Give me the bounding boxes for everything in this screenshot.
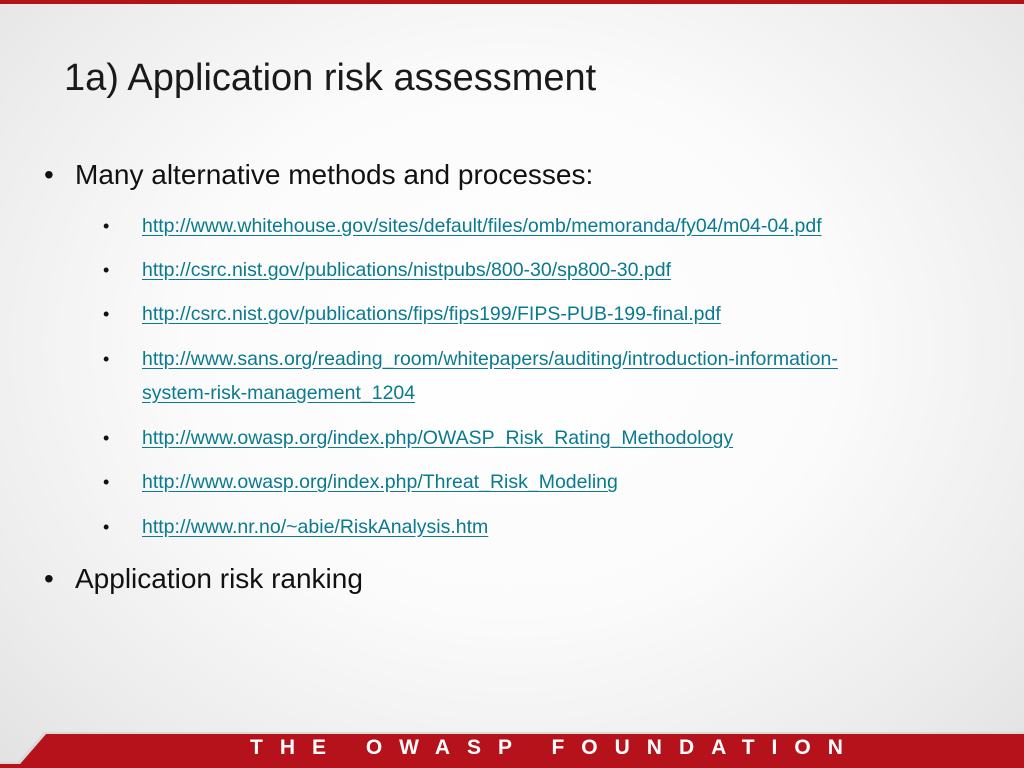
bullet-text: Many alternative methods and processes:: [75, 159, 594, 190]
bullet-dot: •: [44, 159, 54, 190]
sub-bullet-dot: •: [103, 260, 110, 280]
link-owasp-risk-rating[interactable]: http://www.owasp.org/index.php/OWASP_Risk_Rating_Methodology: [142, 427, 734, 449]
link-whitehouse-m04-04[interactable]: http://www.whitehouse.gov/sites/default/files/omb/memoranda/fy04/m04-04.pdf: [142, 215, 822, 237]
footer-text: THE OWASP FOUNDATION: [250, 736, 860, 759]
link-owasp-threat-risk-modeling[interactable]: http://www.owasp.org/index.php/Threat_Risk_Modeling: [142, 471, 618, 493]
slide-title: 1a) Application risk assessment: [64, 57, 597, 99]
link-sans-risk-management[interactable]: http://www.sans.org/reading_room/whitepapers/auditing/introduction-information-system-risk-management_1204: [142, 348, 838, 404]
sub-bullet-dot: •: [103, 517, 110, 537]
link-nr-risk-analysis[interactable]: http://www.nr.no/~abie/RiskAnalysis.htm: [142, 516, 489, 538]
sub-bullet-dot: •: [103, 349, 110, 369]
sub-bullet-dot: •: [103, 428, 110, 448]
top-accent-bar: [0, 0, 1024, 4]
link-nist-sp800-30[interactable]: http://csrc.nist.gov/publications/nistpubs/800-30/sp800-30.pdf: [142, 259, 671, 281]
sub-bullet-dot: •: [103, 304, 110, 324]
bullet-text: Application risk ranking: [75, 563, 363, 594]
footer-banner: [0, 730, 1024, 768]
link-nist-fips199[interactable]: http://csrc.nist.gov/publications/fips/fips199/FIPS-PUB-199-final.pdf: [142, 303, 721, 325]
bullet-dot: •: [44, 563, 54, 594]
sub-bullet-dot: •: [103, 472, 110, 492]
sub-bullet-dot: •: [103, 216, 110, 236]
